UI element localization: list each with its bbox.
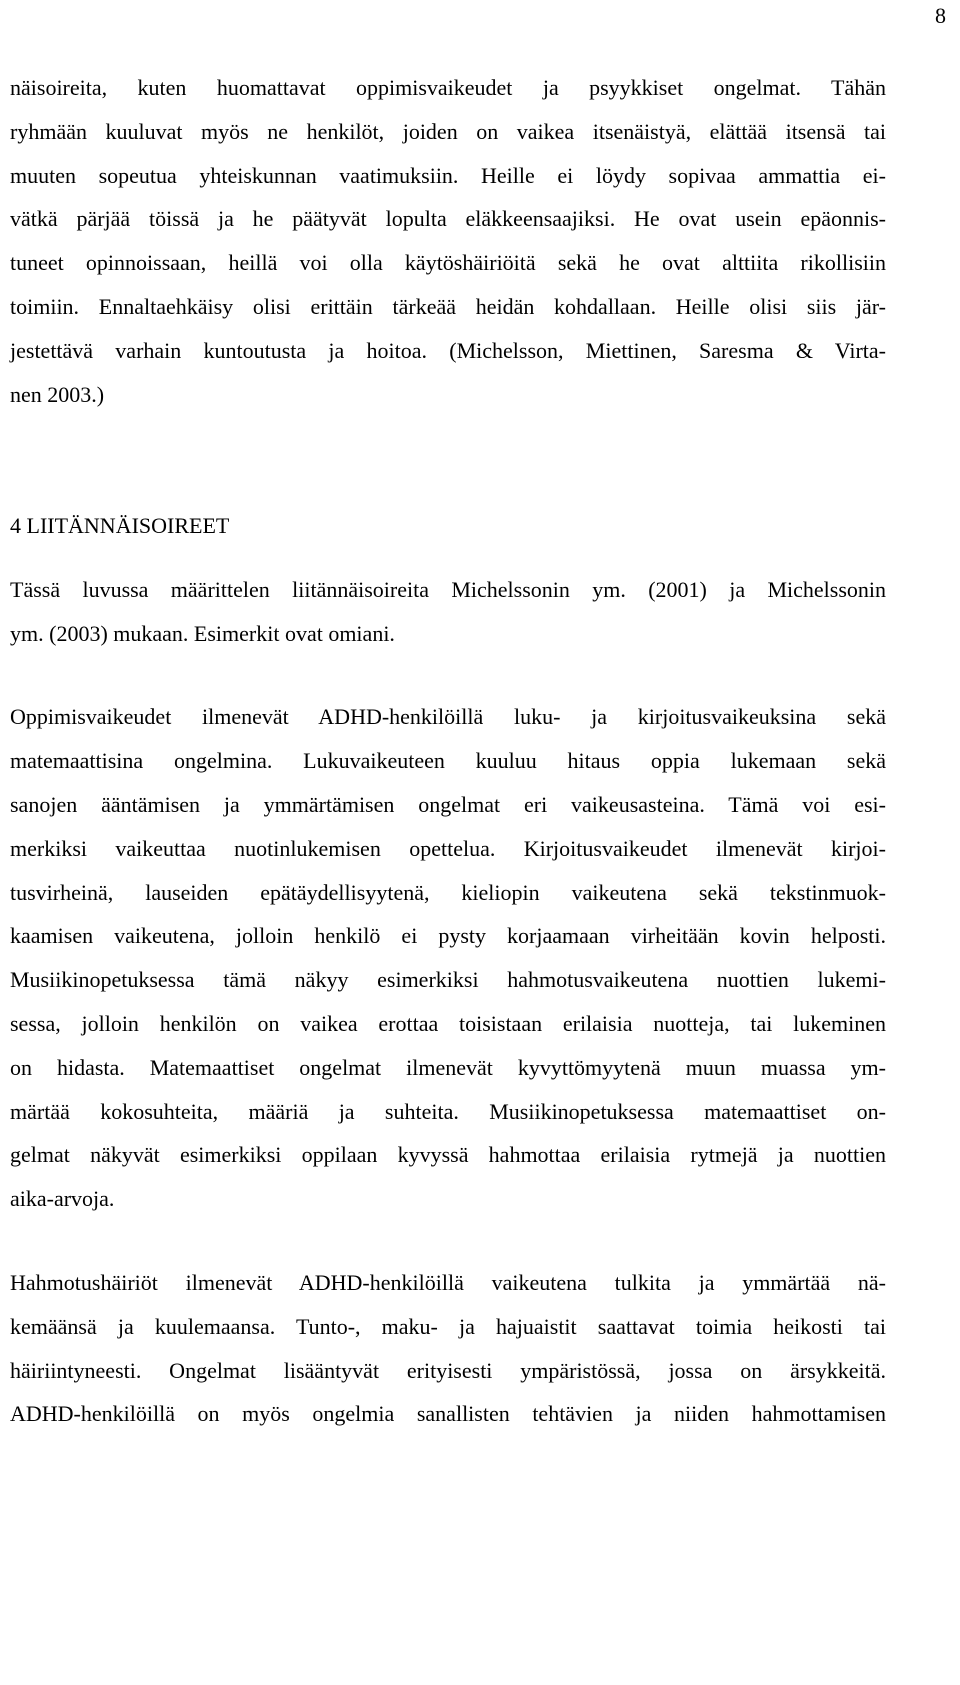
paragraph-line: kaamisen vaikeutena, jolloin henkilö ei pysty korjaamaan virheitään kovin helposti. xyxy=(10,923,886,949)
paragraph-line: sessa, jolloin henkilön on vaikea erottaa toisistaan erilaisia nuotteja, tai lukeminen xyxy=(10,1010,886,1036)
paragraph-line: matemaattisina ongelmina. Lukuvaikeuteen kuuluu hitaus oppia lukemaan sekä xyxy=(10,748,886,774)
paragraph-line: ym. (2003) mukaan. Esimerkit ovat omiani. xyxy=(10,620,395,646)
page-number: 8 xyxy=(935,3,946,28)
learning-difficulties-paragraph xyxy=(10,695,886,1221)
paragraph-line: muuten sopeutua yhteiskunnan vaatimuksiin. Heille ei löydy sopivaa ammattia ei- xyxy=(10,162,886,188)
paragraph-line: aika-arvoja. xyxy=(10,1186,115,1212)
perception-disorders-paragraph xyxy=(10,1261,886,1436)
paragraph-line: tusvirheinä, lauseiden epätäydellisyytenä, kieliopin vaikeutena sekä tekstinmuok- xyxy=(10,879,886,905)
paragraph-line: vätkä pärjää töissä ja he päätyvät lopulta eläkkeensaajiksi. He ovat usein epäonnis- xyxy=(10,206,886,232)
paragraph-line: ADHD-henkilöillä on myös ongelmia sanallisten tehtävien ja niiden hahmottamisen xyxy=(10,1401,886,1427)
paragraph-line: kemäänsä ja kuulemaansa. Tunto-, maku- ja hajuaistit saattavat toimia heikosti tai xyxy=(10,1313,886,1339)
document-body xyxy=(10,66,886,1436)
paragraph-line: häiriintyneesti. Ongelmat lisääntyvät erityisesti ympäristössä, jossa on ärsykkeitä. xyxy=(10,1357,886,1383)
paragraph-line: nen 2003.) xyxy=(10,381,105,407)
paragraph-line: näisoireita, kuten huomattavat oppimisvaikeudet ja psyykkiset ongelmat. Tähän xyxy=(10,75,886,100)
intro-paragraph xyxy=(10,66,886,416)
paragraph-line: Musiikinopetuksessa tämä näkyy esimerkiksi hahmotusvaikeutena nuottien lukemi- xyxy=(10,967,886,993)
paragraph-line: Tässä luvussa määrittelen liitännäisoireita Michelssonin ym. (2001) ja Michelssonin xyxy=(10,576,886,602)
paragraph-line: Oppimisvaikeudet ilmenevät ADHD-henkilöillä luku- ja kirjoitusvaikeuksina sekä xyxy=(10,704,886,730)
paragraph-line: Hahmotushäiriöt ilmenevät ADHD-henkilöillä vaikeutena tulkita ja ymmärtää nä- xyxy=(10,1269,886,1295)
section-heading: 4 LIITÄNNÄISOIREET xyxy=(10,512,230,538)
section-intro-paragraph xyxy=(10,568,886,656)
paragraph-line: on hidasta. Matemaattiset ongelmat ilmenevät kyvyttömyytenä muun muassa ym- xyxy=(10,1054,886,1080)
paragraph-line: sanojen ääntämisen ja ymmärtämisen ongelmat eri vaikeusasteina. Tämä voi esi- xyxy=(10,791,886,817)
paragraph-line: tuneet opinnoissaan, heillä voi olla käytöshäiriöitä sekä he ovat alttiita rikollisiin xyxy=(10,250,886,276)
paragraph-line: ryhmään kuuluvat myös ne henkilöt, joiden on vaikea itsenäistyä, elättää itsensä tai xyxy=(10,118,886,144)
paragraph-line: gelmat näkyvät esimerkiksi oppilaan kyvyssä hahmottaa erilaisia rytmejä ja nuottien xyxy=(10,1142,886,1168)
paragraph-line: merkiksi vaikeuttaa nuotinlukemisen opettelua. Kirjoitusvaikeudet ilmenevät kirjoi- xyxy=(10,835,886,861)
paragraph-line: toimiin. Ennaltaehkäisy olisi erittäin tärkeää heidän kohdallaan. Heille olisi siis jär- xyxy=(10,293,886,319)
paragraph-line: jestettävä varhain kuntoutusta ja hoitoa. (Michelsson, Miettinen, Saresma & Virta- xyxy=(10,337,886,363)
paragraph-line: märtää kokosuhteita, määriä ja suhteita. Musiikinopetuksessa matemaattiset on- xyxy=(10,1098,886,1124)
